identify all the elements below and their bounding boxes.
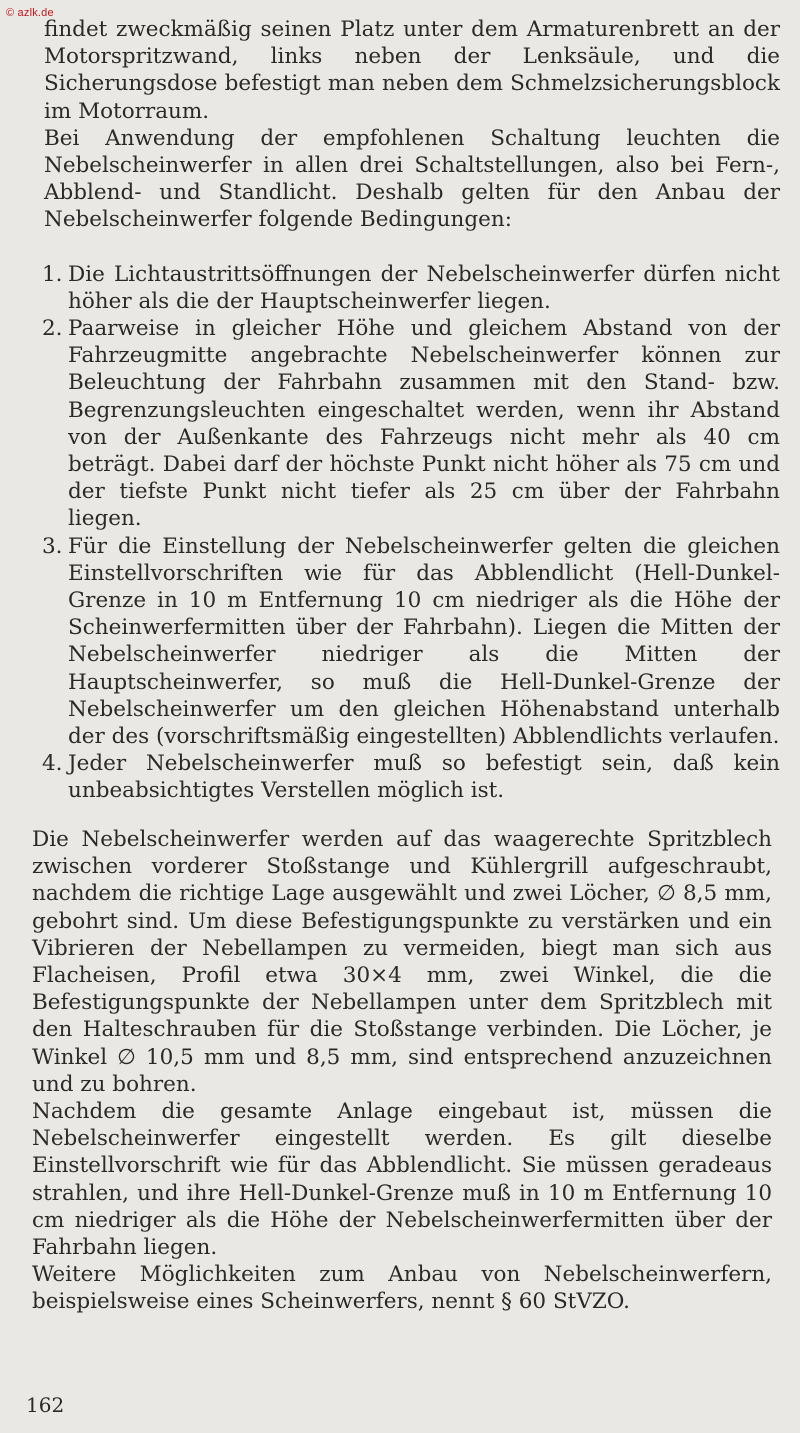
paragraph: Bei Anwendung der empfohlenen Schaltung leuchten die Nebelscheinwerfer in allen drei Schaltstellungen, also bei Fern-, Abblend- und Standlicht. Deshalb gelten für den Anbau der Nebelscheinwerfer folgende Bedingungen: bbox=[44, 125, 780, 233]
paragraph: Die Nebelscheinwerfer werden auf das waagerechte Spritzblech zwischen vorderer Stoßstange und Kühlergrill aufgeschraubt, nachdem die richtige Lage ausgewählt und zwei Löcher, ∅ 8,5 mm, gebohrt sind. Um diese Befestigungspunkte zu verstärken und ein Vibrieren der Nebellampen zu vermeiden, biegt man sich aus Flacheisen, Profil etwa 30×4 mm, zwei Winkel, die die Befestigungspunkte der Nebellampen unter dem Spritzblech mit den Halteschrauben für die Stoßstange verbinden. Die Löcher, je Winkel ∅ 10,5 mm und 8,5 mm, sind entsprechend anzuzeichnen und zu bohren. bbox=[32, 827, 772, 1097]
list-item-text: Paarweise in gleicher Höhe und gleichem Abstand von der Fahrzeugmitte angebrachte Nebelscheinwerfer können zur Beleuchtung der Fahrbahn zusammen mit den Stand- bzw. Begrenzungsleuchten eingeschaltet werden, wenn ihr Abstand von der Außenkante des Fahrzeugs nicht mehr als 40 cm beträgt. Dabei darf der höchste Punkt nicht höher als 75 cm und der tiefste Punkt nicht tiefer als 25 cm über der Fahrbahn liegen. bbox=[68, 316, 780, 532]
list-item-text: Jeder Nebelscheinwerfer muß so befestigt sein, daß kein unbeabsichtigtes Verstellen möglich ist. bbox=[68, 751, 780, 804]
watermark-text: © azlk.de bbox=[6, 7, 54, 19]
list-item-number: 1. bbox=[42, 261, 63, 287]
list-item-number: 3. bbox=[42, 533, 63, 559]
spacer bbox=[44, 234, 780, 261]
list-item bbox=[42, 315, 780, 533]
list-item-text: Die Lichtaustrittsöffnungen der Nebelscheinwerfer dürfen nicht höher als die der Hauptscheinwerfer liegen. bbox=[68, 261, 780, 314]
conditions-list bbox=[44, 261, 780, 805]
list-item bbox=[42, 533, 780, 751]
list-item-text: Für die Einstellung der Nebelscheinwerfer gelten die gleichen Einstellvorschriften wie für das Abblendlicht (Hell-Dunkel-Grenze in 10 m Entfernung 10 cm niedriger als die Höhe der Scheinwerfermitten über der Fahrbahn). Liegen die Mitten der Nebelscheinwerfer niedriger als die Mitten der Hauptscheinwerfer, so muß die Hell-Dunkel-Grenze der Nebelscheinwerfer um den gleichen Höhenabstand unterhalb der des (vorschriftsmäßig eingestellten) Abblendlichts verlaufen. bbox=[68, 533, 780, 750]
list-item-number: 2. bbox=[42, 316, 63, 342]
page-number: 162 bbox=[26, 1393, 65, 1417]
list-item-number: 4. bbox=[42, 751, 63, 777]
page-body bbox=[44, 16, 780, 805]
paragraph: Weitere Möglichkeiten zum Anbau von Nebelscheinwerfern, beispielsweise eines Scheinwerfers, nennt § 60 StVZO. bbox=[32, 1262, 772, 1315]
paragraph: findet zweckmäßig seinen Platz unter dem Armaturenbrett an der Motorspritzwand, links neben der Lenksäule, und die Sicherungsdose befestigt man neben dem Schmelzsicherungsblock im Motorraum. bbox=[44, 17, 780, 124]
list-item bbox=[42, 750, 780, 804]
list-item bbox=[42, 261, 780, 315]
paragraph: Nachdem die gesamte Anlage eingebaut ist, müssen die Nebelscheinwerfer eingestellt werden. Es gilt dieselbe Einstellvorschrift wie für das Abblendlicht. Sie müssen geradeaus strahlen, und ihre Hell-Dunkel-Grenze muß in 10 m Entfernung 10 cm niedriger als die Höhe der Nebelscheinwerfermitten über der Fahrbahn liegen. bbox=[32, 1099, 772, 1261]
mounting-section bbox=[32, 826, 772, 1316]
